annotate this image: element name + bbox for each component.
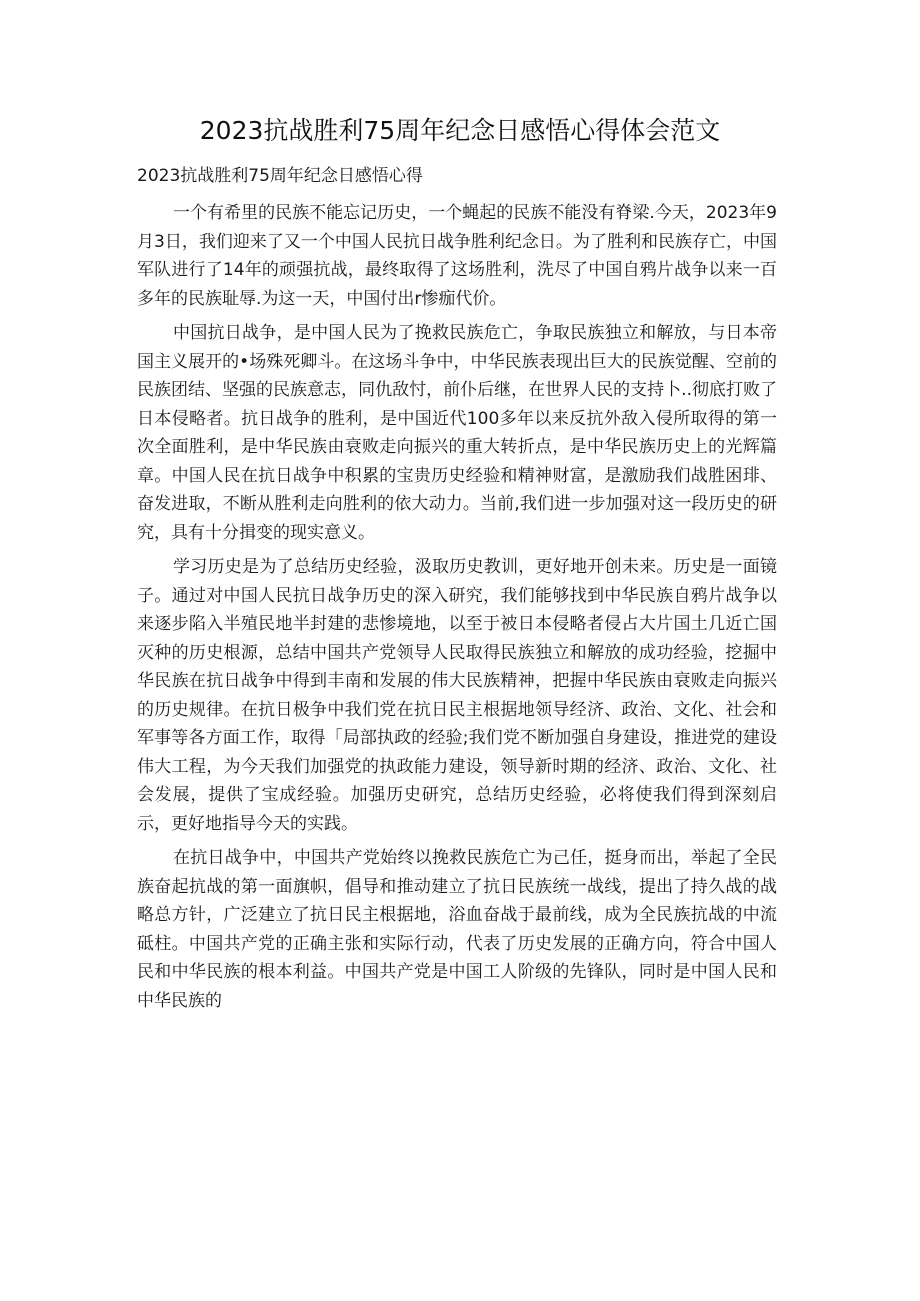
paragraph-2: 中国抗日战争，是中国人民为了挽救民族危亡，争取民族独立和解放，与日本帝国主义展开的•场殊死卿斗。在这场斗争中，中华民族表现出巨大的民族觉醒、空前的民族团结、坚强的民族意志，同仇敌忖，前仆后继，在世界人民的支持卜..彻底打败了日本侵略者。抗日战争的胜利，是中国近代100多年以来反抗外敌入侵所取得的第一次全面胜利，是中华民族由衰败走向振兴的重大转折点，是中华民族历史上的光辉篇章。中国人民在抗日战争中积累的宝贵历史经验和精神财富，是激励我们战胜困琲、奋发进取，不断从胜利走向胜利的依大动力。当前,我们进一步加强对这一段历史的研究，具有十分揖变的现实意义。: [137, 323, 777, 543]
paragraph-4: 在抗日战争中，中国共产党始终以挽救民族危亡为己任，挺身而出，举起了全民族奋起抗战的第一面旗帜，倡导和推动建立了抗日民族统一战线，提出了持久战的战略总方针，广泛建立了抗日民主根据地，浴血奋战于最前线，成为全民族抗战的中流砥柱。中国共产党的正确主张和实际行动，代表了历史发展的正确方向，符合中国人民和中华民族的根本利益。中国共产党是中国工人阶级的先锋队，同时是中国人民和中华民族的: [137, 848, 777, 1011]
paragraph-1: 一个有希里的民族不能忘记历史，一个蝇起的民族不能没有脊梁.今天，2023年9月3日，我们迎来了又一个中国人民抗日战争胜利纪念日。为了胜利和民族存亡，中国军队进行了14年的顽强抗战，最终取得了这场胜利，洗尽了中国自鸦片战争以来一百多年的民族耻辱.为这一天，中国付出r惨痂代价。: [137, 203, 777, 309]
document-body: [137, 199, 777, 1021]
document-title: 2023抗战胜利75周年纪念日感悟心得体会范文: [199, 116, 721, 145]
document-subtitle: 2023抗战胜利75周年纪念日感悟心得: [137, 166, 423, 186]
paragraph-3: 学习历史是为了总结历史经验，汲取历史教训，更好地开创未来。历史是一面镜子。通过对中国人民抗日战争历史的深入研究，我们能够找到中华民族自鸦片战争以来逐步陷入半殖民地半封建的悲惨境地，以至于被日本侵略者侵占大片国土几近亡国灭种的历史根源，总结中国共产党领导人民取得民族独立和解放的成功经验，挖掘中华民族在抗日战争中得到丰南和发展的伟大民族精神，把握中华民族由衰败走向振兴的历史规律。在抗日极争中我们党在抗日民主根据地领导经济、政治、文化、社会和军事等各方面工作，取得「局部执政的经验;我们党不断加强自身建设，推进党的建设伟大工程，为今天我们加强党的执政能力建设，领导新时期的经济、政治、文化、社会发展，提供了宝成经验。加强历史研究，总结历史经验，必将使我们得到深刻启示，更好地指导今天的实践。: [137, 557, 777, 834]
